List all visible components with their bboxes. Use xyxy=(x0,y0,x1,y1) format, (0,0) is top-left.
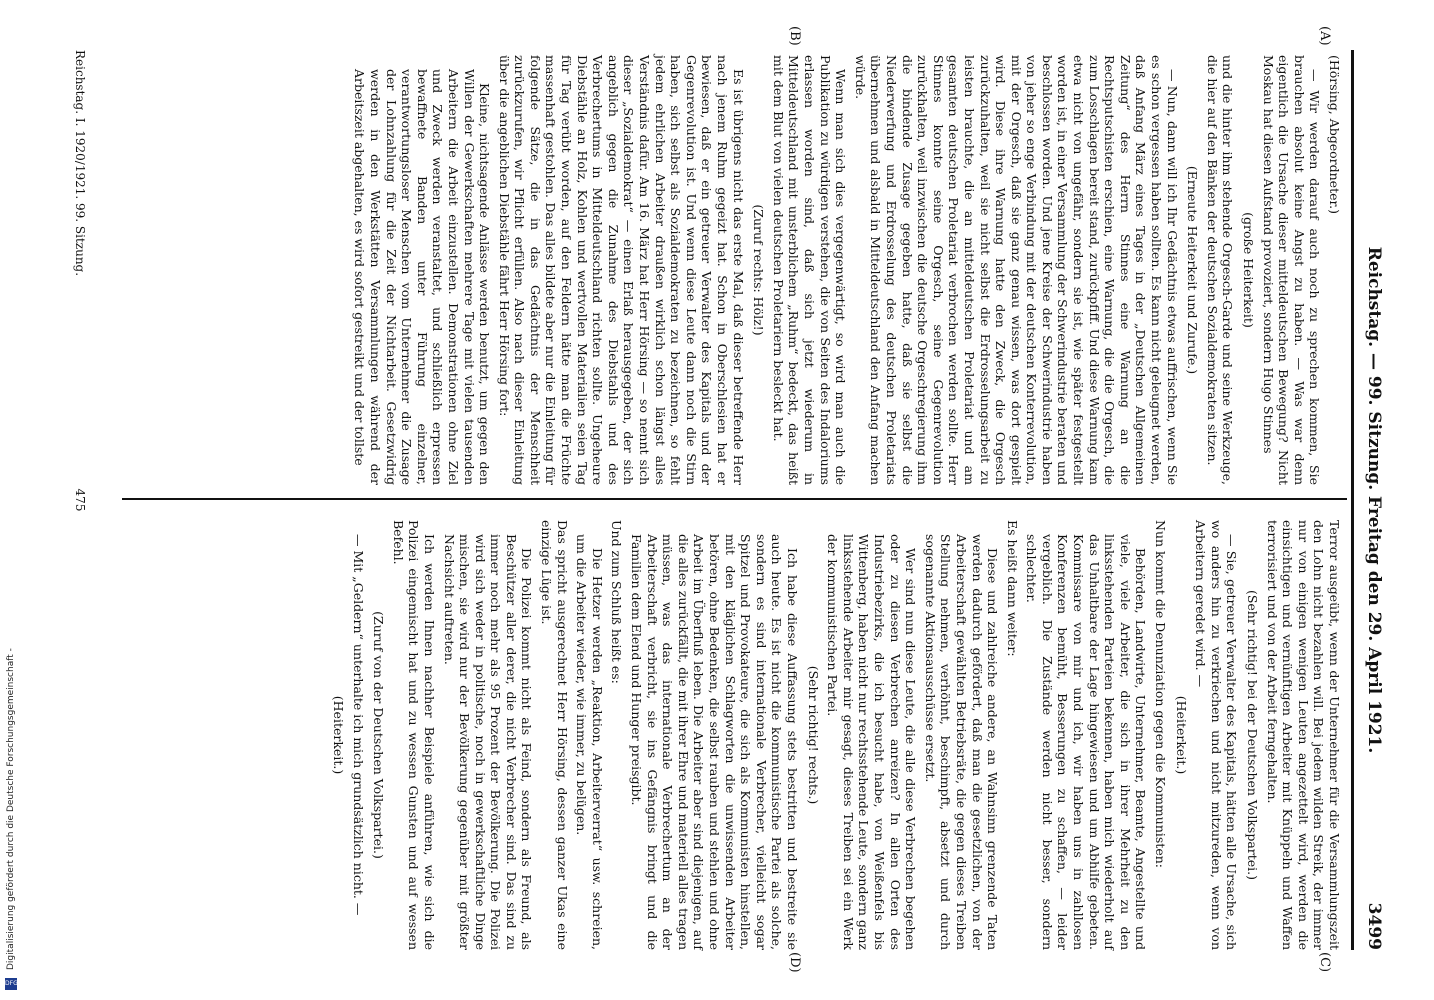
left-column xyxy=(348,55,1342,485)
paragraph: Das spricht ausgerechnet Herr Hörsing, dessen ganzer Ukas eine einzige Lüge ist. xyxy=(539,520,570,950)
margin-marker-d: (D) xyxy=(787,952,802,973)
paragraph: Diese und zahlreiche andere, an Wahnsinn grenzende Taten werden dadurch gefördert, daß man die gesetzlichen, von der Arbeiterschaft gewählten Betriebsräte, die gegen dieses Treiben Stellung nehmen, verhöhnt, beschimpft, absetzt und durch sogenannte Aktionsausschüsse ersetzt. xyxy=(922,534,1001,950)
paragraph: (Heiterkeit.) xyxy=(330,695,346,775)
paragraph: Es ist übrigens nicht das erste Mal, daß dieser betreffende Herr nach jenem Ruhm gegeizt hat. Schon in Oberschlesien hat er bewiesen, daß er ein getreuer Verwalter des Kapitals und der Gegenrevolution ist. Und wenn diese Leute dann noch die Stirn haben, sich selbst als Sozialdemokraten zu bezeichnen, so fehlt jedem ehrlichen Arbeiter draußen wirklich schon längst alles Verständnis dafür. Am 16. März hat Herr Hörsing — so nennt sich dieser „Sozialdemokrat“ — einen Erlaß herausgegeben, der sich angeblich gegen die Zunahme des Diebstahls und des Verbrechertums in Mitteldeutschland richten sollte. Ungeheure Diebstähle an Holz, Kohlen und wertvollen Materialien seien Tag für Tag verübt worden, auf den Feldern hätte man die Früchte massenhaft gestohlen. Das alles bildete aber nur die Einleitung für folgende Sätze, die in das Gedächtnis der Menschheit zurückzurufen, wir Pflicht erfüllen. Also nach dieser Einleitung über die angeblichen Diebstähle fährt Herr Hörsing fort: xyxy=(496,55,746,485)
paragraph: — Wir werden darauf auch noch zu sprechen kommen, Sie brauchen absolut keine Angst zu haben. — Was war denn eigentlich die Ursache dieser mitteldeutschen Bewegung? Nicht Moskau hat diesen Aufstand provoziert, sondern Hugo Stinnes xyxy=(1260,55,1323,485)
paragraph: (Hörsing, Abgeordneter.) xyxy=(1327,55,1342,214)
paragraph: (Sehr richtig! bei der Deutschen Volkspartei.) xyxy=(1245,589,1261,881)
paragraph: und die hinter ihm stehende Orgesch-Garde und seine Werkzeuge, die hier auf den Bänken der deutschen Sozialdemokraten sitzen. xyxy=(1204,55,1236,485)
margin-marker-b: (B) xyxy=(787,26,802,46)
column-divider xyxy=(122,498,1347,500)
paragraph: (Sehr richtig! rechts.) xyxy=(805,665,821,805)
paragraph: Die Hetzer werden „Reaktion, Arbeiterverrat“ usw. schreien, um die Arbeiter wieder, wie immer, zu belügen. xyxy=(574,534,605,950)
dfg-logo-icon: DFG xyxy=(5,978,17,990)
paragraph: — Mit „Geldern“ unterhalte ich mich grundsätzlich nicht. — xyxy=(350,534,366,916)
page-header xyxy=(1358,50,1384,950)
document-page xyxy=(32,20,1402,980)
footer-citation: Reichstag. I. 1920/1921. 99. Sitzung. xyxy=(73,50,87,277)
margin-marker-c: (C) xyxy=(1317,952,1332,973)
header-title: Reichstag. — 99. Sitzung. Freitag den 29. April 1921. xyxy=(1364,246,1384,754)
credit-text: Digitalisierung gefördert durch die Deutsche Forschungsgemeinschaft - xyxy=(6,648,16,970)
margin-marker-a: (A) xyxy=(1317,26,1332,46)
paragraph: (Zuruf von der Deutschen Volkspartei.) xyxy=(371,611,387,859)
paragraph: (Heiterkeit.) xyxy=(1173,695,1189,775)
header-rule xyxy=(1351,50,1354,950)
paragraph: Wer sind nun diese Leute, die alle diese Verbrechen begehen oder zu diesen Verbrechen anreizen? In allen Orten des Industriebezirks, die ich besucht habe, von Weißenfels bis Wittenberg, haben nicht nur rechtsstehende Leute, sondern ganz linksstehende Arbeiter mir gesagt, dieses Treiben sei ein Werk der kommunistischen Partei. xyxy=(825,534,919,950)
page-number: 3499 xyxy=(1364,902,1384,950)
paragraph: Kleine, nichtsagende Anlässe werden benutzt, um gegen den Willen der Gewerkschaften mehrere Tage mit vielen tausenden Arbeitern die Arbeit einzustellen. Demonstrationen ohne Ziel und Zweck werden veranstaltet, und schließlich erpressen bewaffnete Banden unter Führung einzelner, verantwortungsloser Menschen vom Unternehmer die Zusage der Lohnzahlung für die Zeit der Nichtarbeit. Gesetzwidrig werden in den Werkstätten Versammlungen während der Arbeitszeit abgehalten, es wird sofort gestreikt und der tollste xyxy=(352,69,493,485)
paragraph: Es heißt dann weiter: xyxy=(1004,520,1020,657)
paragraph: — Sie, getreuer Verwalter des Kapitals, hätten alle Ursache, sich wo anders hin zu verkriechen und nicht mitzureden, wenn von Arbeitern geredet wird. — xyxy=(1193,520,1240,950)
paragraph: Nun kommt die Denunziation gegen die Kommunisten: xyxy=(1153,520,1169,868)
right-column xyxy=(325,520,1342,950)
digitization-credit xyxy=(4,610,18,990)
paragraph: Wenn man sich dies vergegenwärtigt, so wird man auch die Publikation zu würdigen verstehen, die von Seiten des Indaloriums erlassen worden sind, daß sich jetzt wiederum in Mitteldeutschland mit unsterblichem „Ruhm“ bedeckt, das heißt mit dem Blut von vielen deutschen Proletariern besleckt hat. xyxy=(770,55,849,485)
paragraph: Und zum Schluß heißt es: xyxy=(609,520,625,684)
paragraph: Ich werden Ihnen nachher Beispiele anführen, wie sich die Polizei eingemischt hat und zu wessen Gunsten und auf wessen Befehl. xyxy=(390,520,437,950)
footer-page-number: 475 xyxy=(73,488,87,512)
paragraph: (große Heiterkeit) xyxy=(1241,212,1257,328)
paragraph: (Zuruf rechts: Hölz!) xyxy=(751,204,767,336)
paragraph: Ich habe diese Auffassung stets bestritten und bestreite sie auch heute. Es ist nicht die kommunistische Partei als solche, sondern es sind internationale Verbrecher, vielleicht sogar Spitzel und Provokateure, die sich als Kommunisten hinstellen, mit den kläglichen Schlagworten die unwissenden Arbeiter betören, ohne Bedenken, die selbst rauben und stehlen und ohne Arbeit im Überfluß leben. Die Arbeiter aber sind diejenigen, auf die alles zurückfällt, die mit ihrer Ehre und materiell alles tragen müssen, was das internationale Verbrechertum an der Arbeiterschaft verbricht, sie ins Gefängnis bringt und die Familien dem Elend und Hunger preisgibt. xyxy=(629,534,800,950)
paragraph: Behörden, Landwirte, Unternehmer, Beamte, Angestellte und viele, viele Arbeiter, die sich in ihrer Mehrheit zu den linksstehenden Parteien bekennen, haben mich wiederholt auf das Unhaltbare der Lage hingewiesen und um Abhilfe gebeten. Kommissare von mir und ich, wir haben uns in zahllosen Konferenzen bemüht, Besserungen zu schaffen, — leider vergeblich. Die Zustände werden nicht besser, sondern schlechter. xyxy=(1024,534,1149,950)
paragraph: Terror ausgeübt, wenn der Unternehmer für die Versammlungszeit den Lohn nicht bezahlen will. Bei jedem wilden Streik, der immer nur von einigen wenigen Leuten angezettelt wird, werden die einsichtigen und vernünftigen Arbeiter mit Knüppeln und Waffen terrorisiert und von der Arbeit ferngehalten. xyxy=(1264,520,1342,950)
paragraph: Die Polizei kommt nicht als Feind, sondern als Freund, als Beschützer aller derer, die nicht Verbrecher sind. Das sind zu immer noch mehr als 95 Prozent der Bevölkerung. Die Polizei wird sich weder in politische, noch in gewerkschaftliche Dinge mischen, sie wird nur der Bevölkerung gegenüber mit größter Nachsicht auftreten. xyxy=(441,534,535,950)
paragraph: — Nun, dann will ich Ihr Gedächtnis etwas auffrischen, wenn Sie es schon vergessen haben sollten. Es kann nicht geleugnet werden, daß Anfang März eines Tages in der „Deutschen Allgemeinen Zeitung“ des Herrn Stinnes eine Warnung an die Rechtsputschisten erschien, eine Warnung, die die Orgesch, die zum Losschlagen bereit stand, zurückpfiff. Und diese Warnung kam etwa nicht von ungefähr, sondern sie ist, wie später festgestellt worden ist, in einer Versammlung der Schwerindustrie beraten und beschlossen worden. Und jene Kreise der Schwerindustrie haben von jeher so enge Verbindung mit der deutschen Konterrevolution, mit der Orgesch, daß sie ganz genau wissen, was dort gespielt wird. Diese ihre Warnung hatte den Zweck, die Orgesch zurückzuhalten, weil sie nicht selbst die Erdrosselungsarbeit zu leisten brauchte, die an mitteldeutschen Proletariat und am gesamten deutschen Proletariat verbrochen werden sollte. Herr Stinnes konnte seine Orgesch, seine Gegenrevolution zurückhalten, weil inzwischen die deutsche Orgeschregierung ihm die bindende Zusage gegeben hatte, daß sie selbst die Niederwerfung und Erdrosselung des deutschen Proletariats übernehmen und alsbald in Mitteldeutschland den Anfang machen würde. xyxy=(852,55,1180,486)
paragraph: (Erneute Heiterkeit und Zurufe.) xyxy=(1185,165,1201,375)
